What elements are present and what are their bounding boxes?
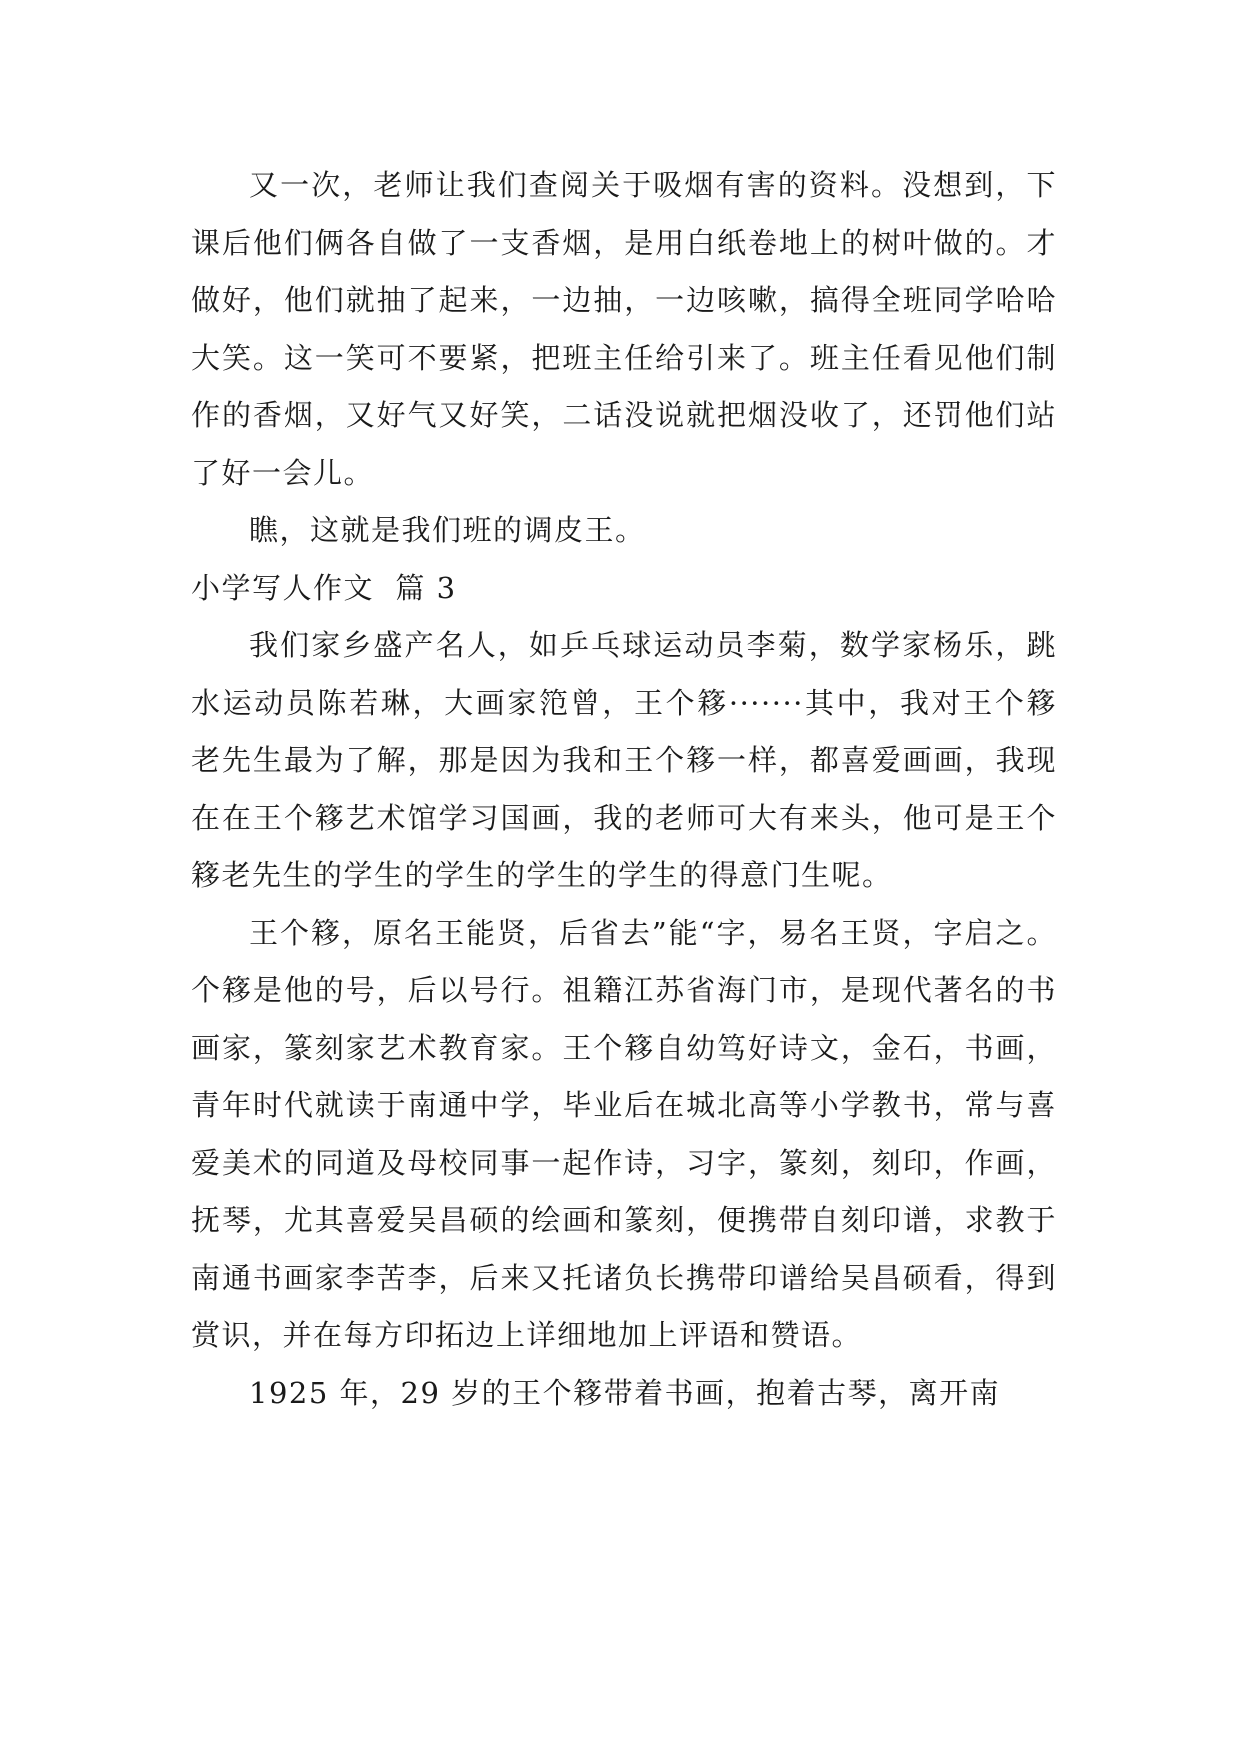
section-heading: 小学写人作文 篇 3 xyxy=(191,570,457,605)
paragraph-wang-geyi-biography: 王个簃，原名王能贤，后省去”能“字，易名王贤，字启之。个簃是他的号，后以号行。祖籍江苏省海门市，是现代著名的书画家，篆刻家艺术教育家。王个簃自幼笃好诗文，金石，书画，青年时代就读于南通中学，毕业后在城北高等小学教书，常与喜爱美术的同道及母校同事一起作诗，习字，篆刻，刻印，作画，抚琴，尤其喜爱吴昌硕的绘画和篆刻，便携带自刻印谱，求教于南通书画家李苦李，后来又托诸负长携带印谱给吴昌硕看，得到赏识，并在每方印拓边上详细地加上评语和赞语。 xyxy=(191,915,1057,1352)
paragraph-1925-departure: 1925 年，29 岁的王个簃带着书画，抱着古琴，离开南 xyxy=(249,1375,1001,1410)
paragraph-prankster-conclusion: 瞧，这就是我们班的调皮王。 xyxy=(249,513,646,547)
paragraph-prank-cigarette: 又一次，老师让我们查阅关于吸烟有害的资料。没想到，下课后他们俩各自做了一支香烟，是用白纸卷地上的树叶做的。才做好，他们就抽了起来，一边抽，一边咳嗽，搞得全班同学哈哈大笑。这一笑可不要紧，把班主任给引来了。班主任看见他们制作的香烟，又好气又好笑，二话没说就把烟没收了，还罚他们站了好一会儿。 xyxy=(191,168,1057,490)
document-body xyxy=(191,157,1057,1422)
paragraph-hometown-celebrities: 我们家乡盛产名人，如乒乓球运动员李菊，数学家杨乐，跳水运动员陈若琳，大画家笵曾，王个簃·······其中，我对王个簃老先生最为了解，那是因为我和王个簃一样，都喜爱画画，我现在在王个簃艺术馆学习国画，我的老师可大有来头，他可是王个簃老先生的学生的学生的学生的学生的得意门生呢。 xyxy=(191,628,1057,892)
